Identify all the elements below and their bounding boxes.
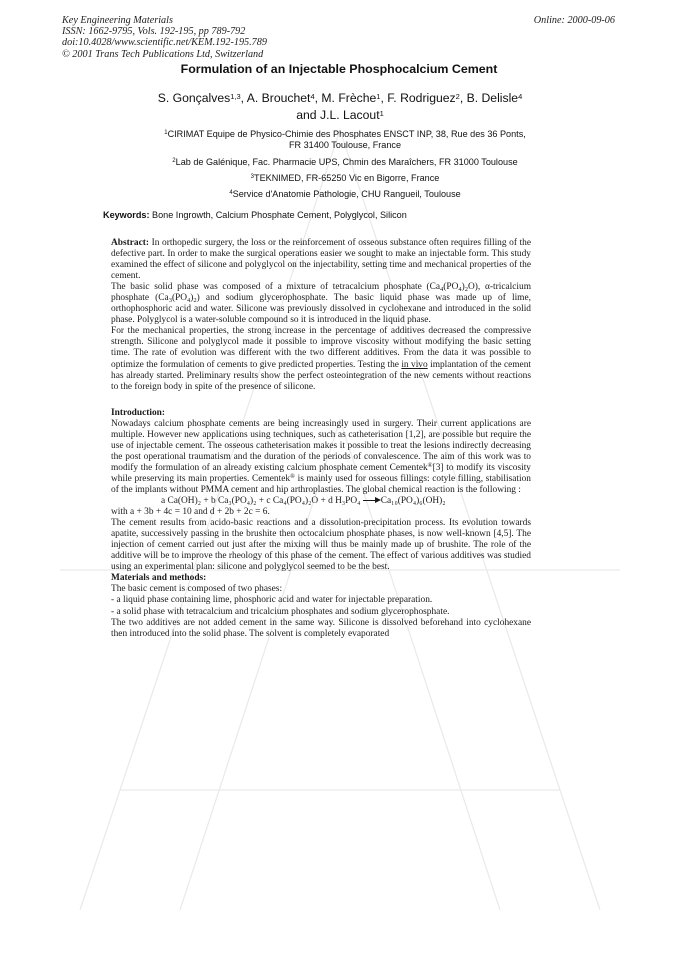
chemical-equation <box>111 496 531 507</box>
author-and: and <box>296 108 317 122</box>
author-sep: , <box>380 91 388 105</box>
author-affil-ref: 1 <box>379 109 384 118</box>
equation-product: Ca₁₀(PO₄)₆(OH)₂ <box>380 496 446 507</box>
introduction-paragraph-1 <box>111 419 531 496</box>
keywords-label: Keywords: <box>103 210 150 220</box>
author-affil-ref: 2 <box>455 92 460 101</box>
abstract-heading: Abstract: <box>111 238 150 248</box>
journal-header <box>62 15 442 60</box>
abstract-paragraph-3 <box>111 326 531 392</box>
methods-paragraph-1: The basic cement is composed of two phases: <box>111 584 283 595</box>
affiliation-number: 4 <box>229 190 233 197</box>
affiliations <box>90 129 600 206</box>
affiliation-number: 3 <box>250 173 255 180</box>
affiliation-number: 1 <box>164 130 168 136</box>
affiliation-2 <box>90 157 600 168</box>
methods-list-item: - a liquid phase containing lime, phosphoric acid and water for injectable preparation. <box>111 595 433 606</box>
abstract-text: (PO <box>171 293 188 304</box>
author-affil-ref: 4 <box>310 92 315 101</box>
author-line-2 <box>90 107 590 124</box>
issn-line: ISSN: 1662-9795, Vols. 192-195, pp 789-792 <box>62 26 246 38</box>
author-line-1 <box>90 90 590 107</box>
intro-text: Nowadays calcium phosphate cements are being increasingly used in surgery. Their current applications are multiple. However new applications using techniques, such as catheterisation [1,2], are possible but require the use of injectable cement. The osseous catheterisation makes it possible to treat the lesions indirectly decreasing the post operational traumatism and the duration of the periods of convalescence. The aim of this work was to modify the formulation of an already existing calcium phosphate cement Cementek <box>111 418 531 473</box>
affiliation-4 <box>90 189 600 200</box>
abstract-text: ) <box>461 282 465 293</box>
author-list <box>90 90 590 124</box>
registered-mark: ® <box>427 461 433 469</box>
in-vivo-term: in vivo <box>401 359 428 370</box>
author-affil-ref: 1,3 <box>230 92 241 101</box>
abstract-text: ) <box>190 293 194 304</box>
affiliation-text: TEKNIMED, FR-65250 Vic en Bigorre, France <box>254 172 440 183</box>
affiliation-text: CIRIMAT Equipe de Physico-Chimie des Phosphates ENSCT INP, 38, Rue des 36 Ponts, <box>167 129 526 139</box>
abstract-paragraph-1 <box>111 238 531 282</box>
doi-line: doi:10.4028/www.scientific.net/KEM.192-195.789 <box>62 37 267 49</box>
author: A. Brouchet <box>246 91 311 105</box>
intro-text: is mainly used for osseous fillings: cotyle filling, stabilisation of the implants without PMMA cement and hip arthroplasties. The global chemical reaction is the following : <box>111 473 531 495</box>
author: M. Frèche <box>321 91 377 105</box>
journal-name: Key Engineering Materials <box>62 15 173 26</box>
abstract-text: implantation of the cement has already started. Preliminary results show the perfect osteointegration of the new cements without reactions to the foreign body in spite of the presence of silicone. <box>111 359 532 392</box>
affiliation-text: Service d'Anatomie Pathologie, CHU Rangueil, Toulouse <box>232 189 461 200</box>
abstract-paragraph-2: The basic solid phase was composed of a mixture of tetracalcium phosphate $(Ca_4(PO_4)_2O)$, α-tricalcium phosphate $(Ca_3(PO_4)_2)$ and sodium glycerophosphate. The basic liquid phase was made up of lime, orthophosphoric acid and water. Silicone was previously dissolved in cyclohexane and introduced in the solid phase. Polyglycol is a water-soluble compound so it is introduced in the liquid phase. <box>111 282 531 326</box>
affiliation-3 <box>90 173 600 184</box>
copyright-line: © 2001 Trans Tech Publications Ltd, Switzerland <box>62 48 264 60</box>
paper-body <box>111 238 531 640</box>
registered-mark: ® <box>290 472 295 480</box>
affiliation-1 <box>90 129 600 151</box>
author-sep: , <box>240 91 247 105</box>
keywords-text: Bone Ingrowth, Calcium Phosphate Cement, Polyglycol, Silicon <box>152 210 407 220</box>
affiliation-number: 2 <box>172 157 176 164</box>
equation-constraint: with a + 3b + 4c = 10 and d + 2b + 2c = 6. <box>111 507 270 518</box>
methods-heading <box>111 573 531 584</box>
introduction-paragraph-2: The cement results from acido-basic reactions and a dissolution-precipitation process. Its evolution towards apatite, successively passing in the brushite then octocalcium phosphate phases, is now well-known [4,5]. The injection of cement carried out just after the mixing will thus be mainly made up of brushite. The role of the additive will be to improve the rheology of this phase of the cement. The effect of various additives was studied using an experimental plan: silicone and polyglycol seemed to be the best. <box>111 518 531 573</box>
abstract-text: O), α-tricalcium phosphate (Ca <box>111 282 531 304</box>
equation-reactants: a Ca(OH)₂ + b Ca₃(PO₄)₂ + c Ca₄(PO₄)₂O + d H₃PO₄ <box>161 496 361 507</box>
affiliation-text: Lab de Galénique, Fac. Pharmacie UPS, Chmin des Maraîchers, FR 31000 Toulouse <box>175 156 518 167</box>
paper-title: Formulation of an Injectable Phosphocalcium Cement <box>180 62 498 76</box>
section-heading: Introduction: <box>111 407 166 418</box>
affiliation-text: FR 31400 Toulouse, France <box>288 140 402 151</box>
author: J.L. Lacout <box>319 108 380 122</box>
abstract-text: For the mechanical properties, the strong increase in the percentage of additives decreased the compressive strength. Silicone and polyglycol made it possible to improve viscosity without modifying the basic setting time. The rate of evolution was different with the two different additives. From the data it was possible to optimize the formulation of cements to give predicted properties. Testing the <box>111 326 531 370</box>
abstract-text: The basic solid phase was composed of a mixture of tetracalcium phosphate (Ca <box>111 282 441 293</box>
introduction-heading <box>111 408 531 419</box>
online-date: Online: 2000-09-06 <box>533 15 615 26</box>
section-heading: Materials and methods: <box>111 573 207 584</box>
author-sep: , <box>314 91 322 105</box>
keywords-line <box>103 210 407 220</box>
author-affil-ref: 1 <box>376 92 381 101</box>
author: B. Delisle <box>466 91 519 105</box>
methods-paragraph-2: The two additives are not added cement in the same way. Silicone is dissolved beforehand into cyclohexane then introduced into the solid phase. The solvent is completely evaporated <box>111 617 531 639</box>
abstract-text: In orthopedic surgery, the loss or the reinforcement of osseous substance often requires filling of the defective part. In order to make the surgical operations easier we sought to make an injectable form. This study examined the effect of silicone and polyglycol on the injectability, setting time and mechanical properties of the cement. <box>111 238 531 282</box>
abstract-text: (PO <box>443 282 459 293</box>
author: F. Rodriguez <box>387 91 456 105</box>
author-sep: , <box>459 91 467 105</box>
intro-text: [3] to modify its viscosity while preserving its main properties. Cementek <box>111 462 531 484</box>
author-affil-ref: 4 <box>518 92 523 101</box>
abstract-text: ) and sodium glycerophosphate. The basic liquid phase was made up of lime, orthophosphoric acid and water. Silicone was previously dissolved in cyclohexane and introduced in the solid phase. Polyglycol is a water-soluble compound so it is introduced in the liquid phase. <box>111 293 531 326</box>
author: S. Gonçalves <box>157 91 231 105</box>
methods-list-item: - a solid phase with tetracalcium and tricalcium phosphates and sodium glycerophosphate. <box>111 606 450 617</box>
